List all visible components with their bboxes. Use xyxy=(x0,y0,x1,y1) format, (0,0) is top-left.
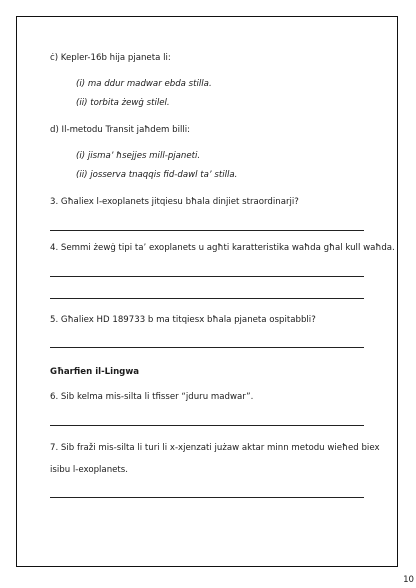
question-5: 5. Għaliex HD 189733 b ma titqiesx bħala pjaneta ospitabbli? xyxy=(50,315,316,325)
question-c-option-1: (i) ma ddur madwar ebda stilla. xyxy=(76,79,212,89)
answer-line xyxy=(50,497,364,498)
question-7-line-1: 7. Sib fraži mis-silta li turi li x-xjenzati jużaw aktar minn metodu wieħed biex xyxy=(50,443,380,453)
page-border xyxy=(16,16,398,567)
question-d-label: d) Il-metodu Transit jaħdem billi: xyxy=(50,125,191,135)
answer-line xyxy=(50,347,364,348)
question-c-option-2: (ii) torbita żewġ stilel. xyxy=(76,98,170,108)
page-number: 10 xyxy=(403,575,414,585)
question-d-option-2: (ii) josserva tnaqqis fid-dawl ta’ stilla. xyxy=(76,170,238,180)
answer-line xyxy=(50,230,364,231)
question-3: 3. Għaliex l-exoplanets jitqiesu bħala dinjiet straordinarji? xyxy=(50,197,299,207)
answer-line xyxy=(50,276,364,277)
question-7-line-2: isibu l-exoplanets. xyxy=(50,465,129,475)
answer-line xyxy=(50,425,364,426)
question-4: 4. Semmi żewġ tipi ta’ exoplanets u agħti karatteristika waħda għal kull waħda. xyxy=(50,243,395,253)
question-c-label: ċ) Kepler-16b hija pjaneta li: xyxy=(50,53,171,63)
question-d-option-1: (i) jisma’ ħsejjes mill-pjaneti. xyxy=(76,151,201,161)
answer-line xyxy=(50,298,364,299)
section-title: Għarfien il-Lingwa xyxy=(50,367,140,377)
question-6: 6. Sib kelma mis-silta li tfisser “jduru madwar”. xyxy=(50,392,254,402)
